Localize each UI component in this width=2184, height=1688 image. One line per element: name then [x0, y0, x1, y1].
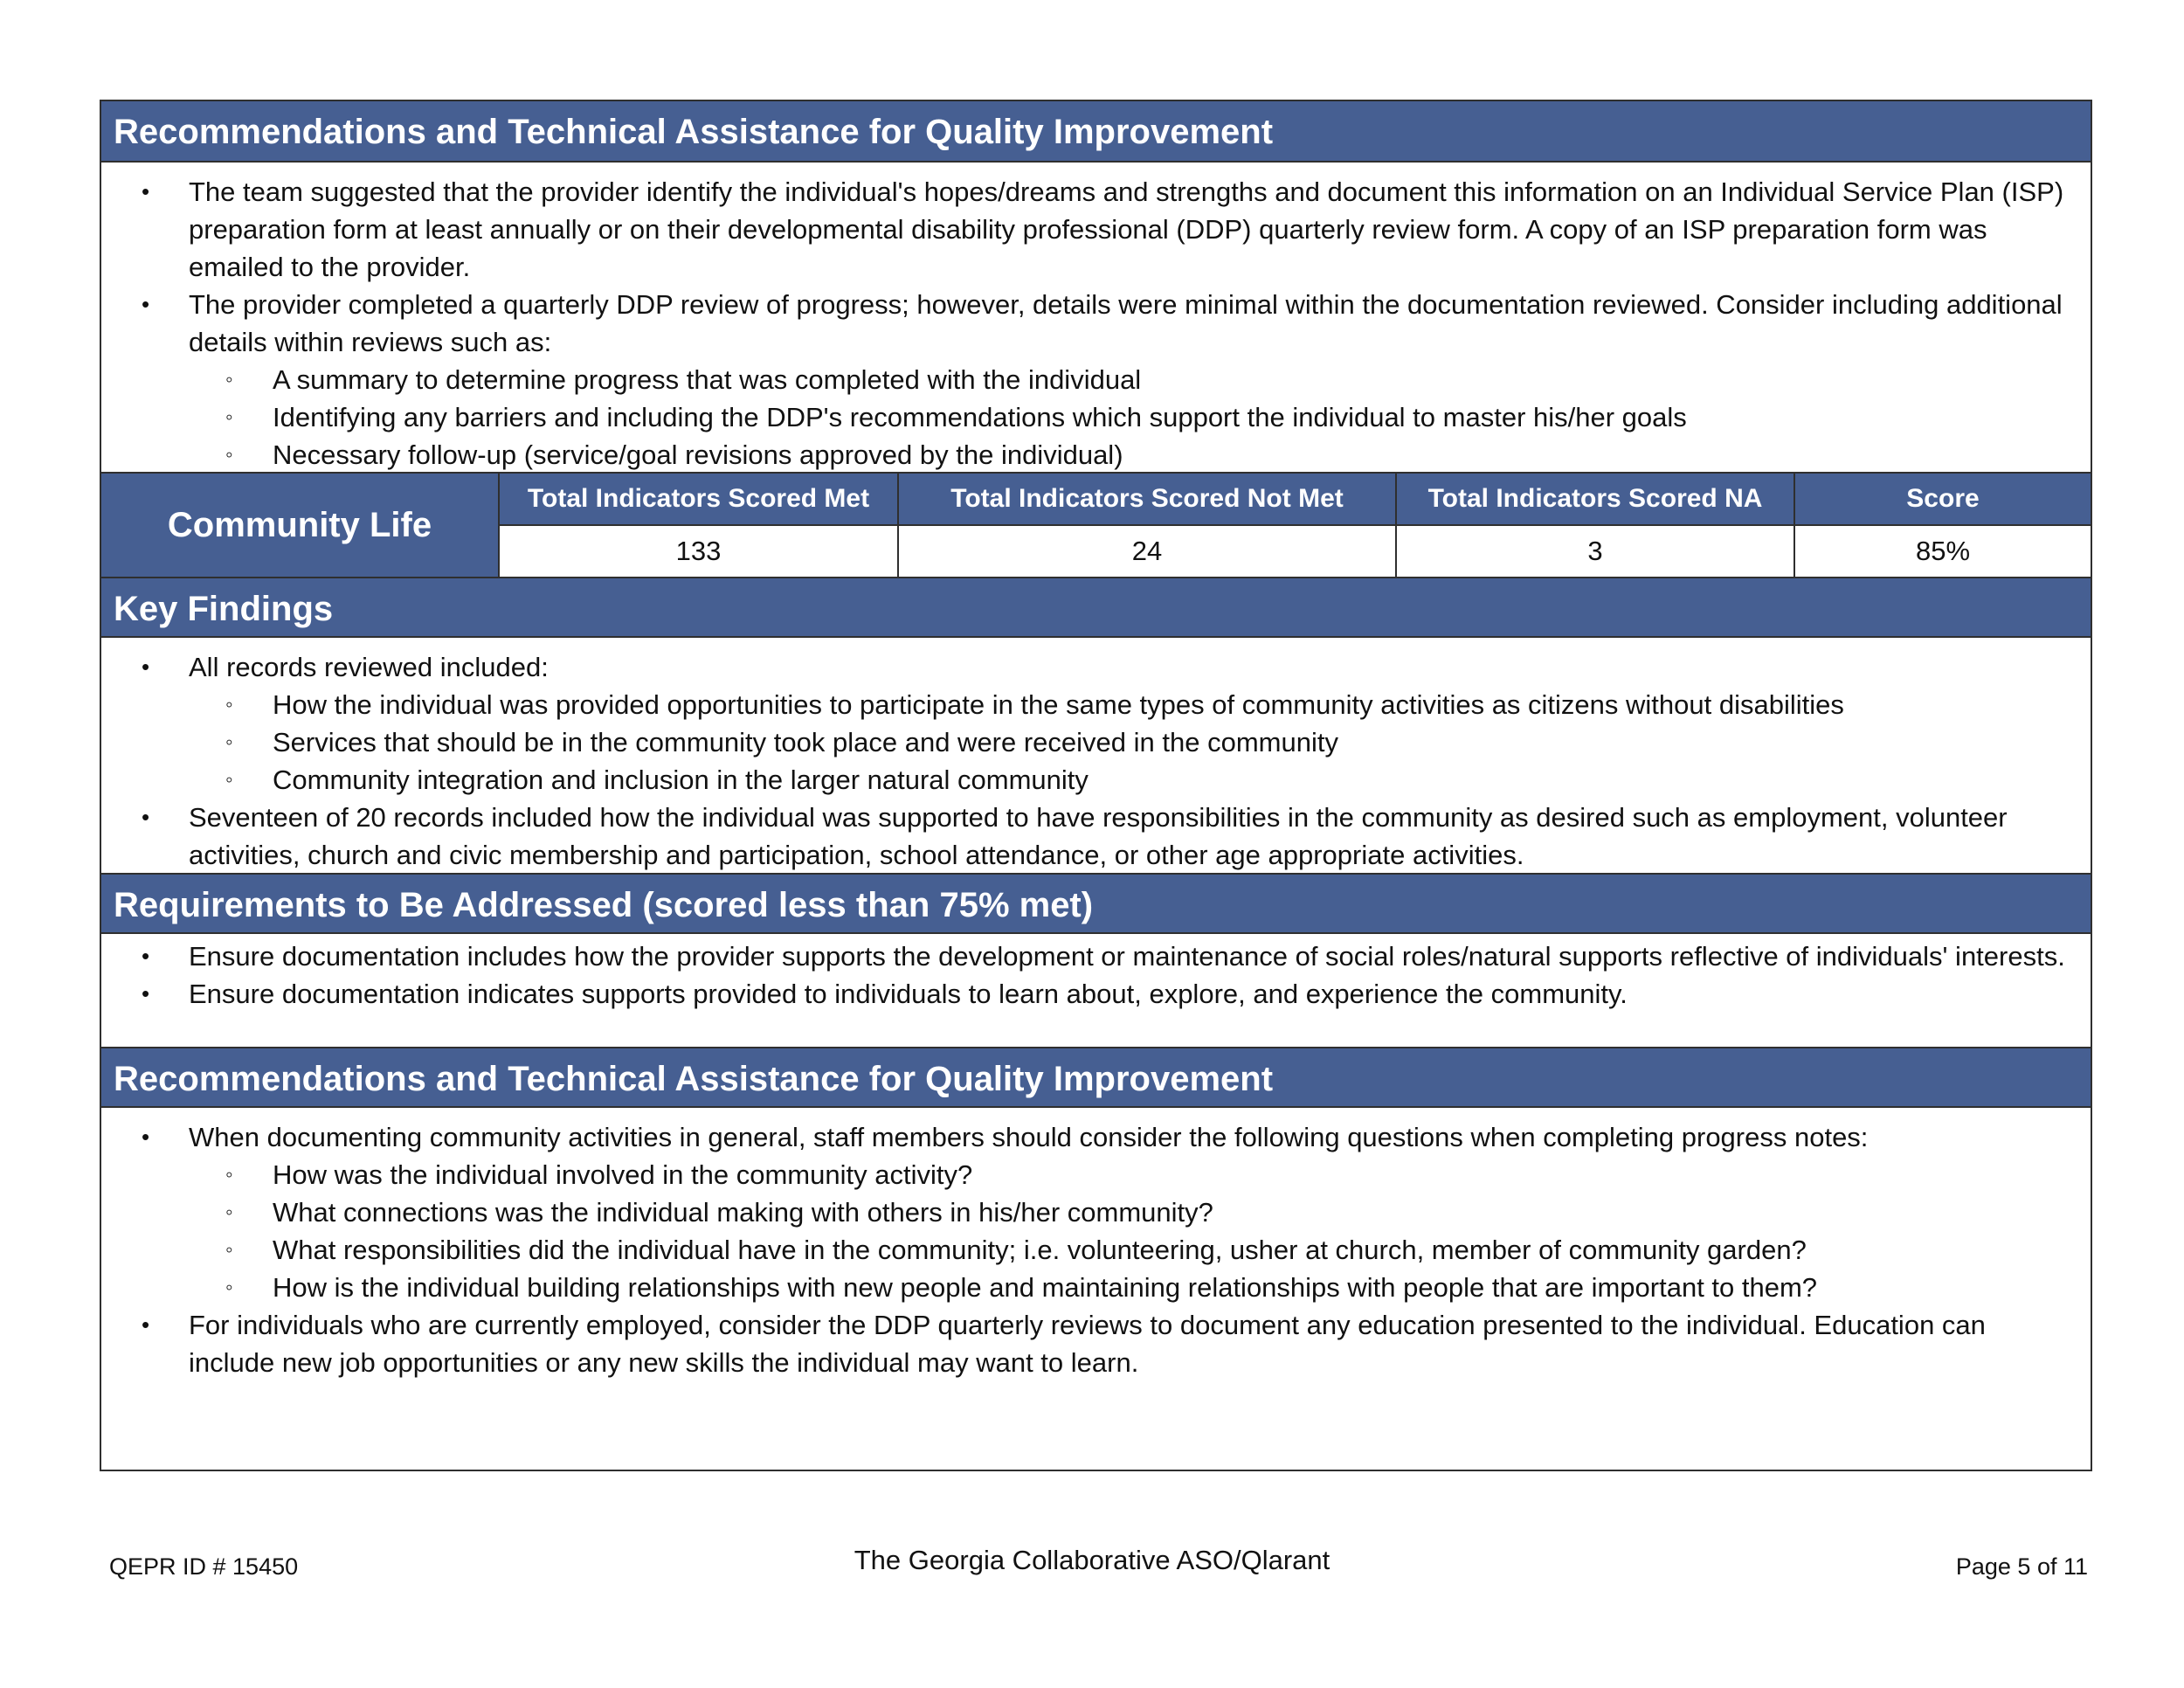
bullet-icon: • — [142, 178, 150, 204]
footer-qepr-id: QEPR ID # 15450 — [109, 1553, 299, 1580]
community-life-score-row — [101, 472, 2091, 578]
sub-bullet-icon: ◦ — [225, 1163, 233, 1186]
sub-bullet-icon: ◦ — [225, 1238, 233, 1262]
score-header-met: Total Indicators Scored Met — [500, 474, 898, 525]
sub-bullet-item — [101, 1156, 2091, 1193]
sub-bullet-item — [101, 398, 2091, 436]
sub-bullet-item — [101, 1231, 2091, 1269]
key-findings-body — [101, 638, 2091, 874]
bullet-text: Seventeen of 20 records included how the individual was supported to have responsibilities in the community as desired such as employment, volunteer activities, church and civic membership and participation, school attendance, or other age appropriate activities. — [189, 802, 2008, 870]
bullet-item — [101, 1306, 2091, 1381]
bullet-item — [101, 799, 2091, 874]
score-header-row — [500, 474, 2091, 525]
bullet-text: The team suggested that the provider identify the individual's hopes/dreams and strengths and document this information on an Individual Service Plan (ISP) preparation form at least annually or on their developmental disability professional (DDP) quarterly review form. A copy of an ISP preparation form was emailed to the provider. — [189, 176, 2064, 282]
sub-bullet-icon: ◦ — [225, 368, 233, 391]
bullet-text: Ensure documentation includes how the provider supports the development or maintenance of social roles/natural supports reflective of individuals' interests. — [189, 941, 2065, 972]
sub-bullet-icon: ◦ — [225, 1200, 233, 1224]
sub-bullet-text: A summary to determine progress that was completed with the individual — [273, 364, 1142, 395]
footer-organization: The Georgia Collaborative ASO/Qlarant — [854, 1545, 1330, 1575]
sub-bullet-item — [101, 1269, 2091, 1306]
sub-bullet-icon: ◦ — [225, 730, 233, 754]
score-header-not-met: Total Indicators Scored Not Met — [898, 474, 1396, 525]
sub-bullet-text: Necessary follow-up (service/goal revisions approved by the individual) — [273, 439, 1123, 470]
sub-bullet-item — [101, 723, 2091, 761]
sub-bullet-icon: ◦ — [225, 693, 233, 716]
bullet-icon: • — [142, 980, 150, 1007]
sub-bullet-item — [101, 436, 2091, 474]
sub-bullet-item — [101, 761, 2091, 799]
bullet-text: The provider completed a quarterly DDP review of progress; however, details were minimal within the documentation reviewed. Consider including additional details within reviews such as: — [189, 289, 2063, 357]
bullet-item — [101, 975, 2091, 1013]
key-findings-list — [101, 648, 2091, 874]
bullet-icon: • — [142, 654, 150, 680]
bullet-icon: • — [142, 291, 150, 317]
bullet-text: All records reviewed included: — [189, 652, 549, 682]
bullet-item — [101, 173, 2091, 286]
recommendations-header-2: Recommendations and Technical Assistance for Quality Improvement — [101, 1047, 2091, 1108]
score-value-met: 133 — [500, 525, 898, 577]
bullet-icon: • — [142, 943, 150, 969]
bullet-icon: • — [142, 1124, 150, 1150]
score-value-score: 85% — [1794, 525, 2091, 577]
recommendations-body-1 — [101, 163, 2091, 474]
footer-page-number: Page 5 of 11 — [1955, 1553, 2088, 1580]
sub-bullet-text: Identifying any barriers and including the DDP's recommendations which support the individual to master his/her goals — [273, 402, 1687, 432]
bullet-icon: • — [142, 1311, 150, 1338]
community-life-label: Community Life — [101, 474, 500, 577]
report-frame — [100, 100, 2092, 1471]
key-findings-header: Key Findings — [101, 577, 2091, 638]
recommendations-header-1: Recommendations and Technical Assistance for Quality Improvement — [101, 101, 2091, 163]
score-value-not-met: 24 — [898, 525, 1396, 577]
sub-bullet-item — [101, 361, 2091, 398]
score-value-row — [500, 525, 2091, 577]
bullet-text: For individuals who are currently employed, consider the DDP quarterly reviews to document any education presented to the individual. Education can include new job opportunities or any new skills the individual may want to learn. — [189, 1310, 1986, 1378]
bullet-item — [101, 937, 2091, 975]
score-value-na: 3 — [1396, 525, 1794, 577]
bullet-icon: • — [142, 804, 150, 830]
sub-bullet-text: How the individual was provided opportunities to participate in the same types of community activities as citizens without disabilities — [273, 689, 1844, 720]
sub-bullet-text: What responsibilities did the individual have in the community; i.e. volunteering, usher at church, member of community garden? — [273, 1235, 1807, 1265]
bullet-text: Ensure documentation indicates supports provided to individuals to learn about, explore, and experience the community. — [189, 979, 1628, 1009]
sub-bullet-item — [101, 1193, 2091, 1231]
sub-bullet-icon: ◦ — [225, 443, 233, 467]
bullet-item — [101, 1118, 2091, 1156]
score-header-na: Total Indicators Scored NA — [1396, 474, 1794, 525]
sub-bullet-icon: ◦ — [225, 405, 233, 429]
bullet-item — [101, 648, 2091, 686]
requirements-header: Requirements to Be Addressed (scored less than 75% met) — [101, 873, 2091, 934]
sub-bullet-text: What connections was the individual making with others in his/her community? — [273, 1197, 1213, 1228]
bullet-text: When documenting community activities in general, staff members should consider the following questions when completing progress notes: — [189, 1122, 1869, 1152]
sub-bullet-text: How is the individual building relationships with new people and maintaining relationships with people that are important to them? — [273, 1272, 1818, 1303]
requirements-body — [101, 934, 2091, 1013]
sub-bullet-text: How was the individual involved in the community activity? — [273, 1159, 973, 1190]
recommendations-list-1 — [101, 173, 2091, 474]
sub-bullet-icon: ◦ — [225, 768, 233, 792]
sub-bullet-text: Services that should be in the community took place and were received in the community — [273, 727, 1338, 758]
score-table — [500, 474, 2091, 577]
recommendations-body-2 — [101, 1108, 2091, 1381]
requirements-list — [101, 937, 2091, 1013]
score-header-score: Score — [1794, 474, 2091, 525]
sub-bullet-item — [101, 686, 2091, 723]
sub-bullet-icon: ◦ — [225, 1276, 233, 1299]
recommendations-list-2 — [101, 1118, 2091, 1381]
bullet-item — [101, 286, 2091, 361]
sub-bullet-text: Community integration and inclusion in the larger natural community — [273, 764, 1089, 795]
